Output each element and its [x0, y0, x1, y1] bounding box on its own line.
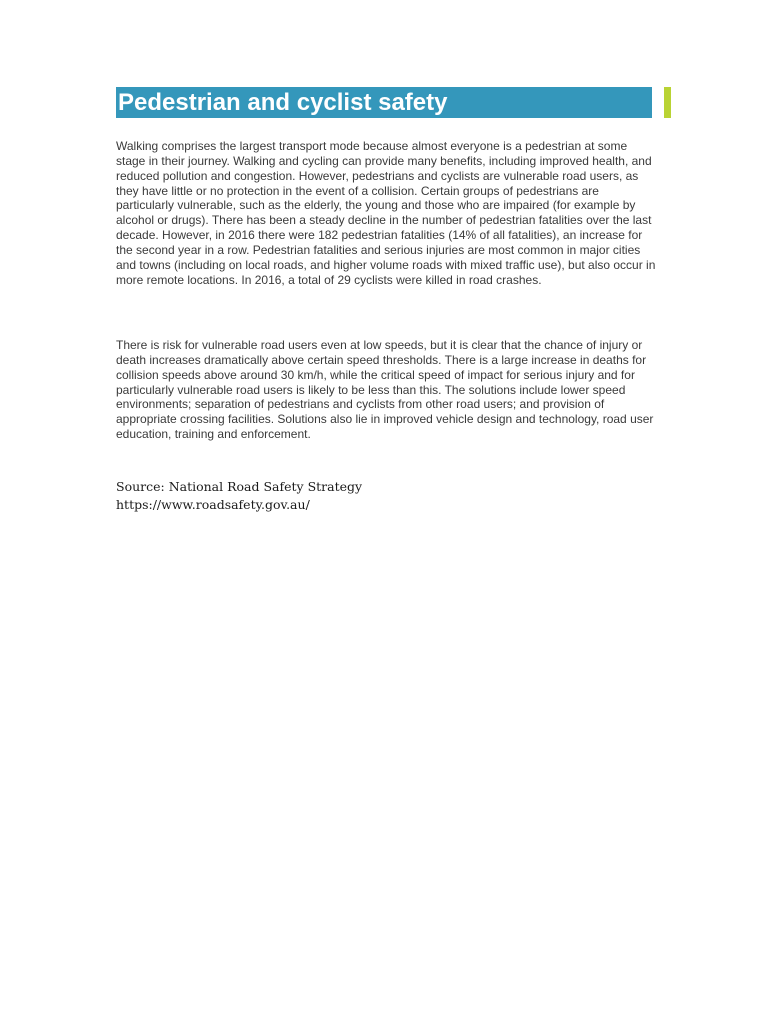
- accent-bar: [664, 87, 671, 118]
- source-citation: [116, 478, 362, 514]
- source-url: https://www.roadsafety.gov.au/: [116, 497, 310, 512]
- paragraph-speed-risk: There is risk for vulnerable road users even at low speeds, but it is clear that the chance of injury or death increases dramatically above certain speed thresholds. There is a large increase in deaths for collision speeds above around 30 km/h, while the critical speed of impact for serious injury and for particularly vulnerable road users is likely to be less than this. The solutions include lower speed environments; separation of pedestrians and cyclists from other road users; and provision of appropriate crossing facilities. Solutions also lie in improved vehicle design and technology, road user education, training and enforcement.: [116, 338, 654, 442]
- source-label: Source: National Road Safety Strategy: [116, 479, 363, 494]
- title-banner: [116, 87, 652, 118]
- page-title: Pedestrian and cyclist safety: [118, 89, 448, 116]
- paragraph-walking-cycling: Walking comprises the largest transport mode because almost everyone is a pedestrian at some stage in their journey. Walking and cycling can provide many benefits, including improved health, and reduced pollution and congestion. However, pedestrians and cyclists are vulnerable road users, as they have little or no protection in the event of a collision. Certain groups of pedestrians are particularly vulnerable, such as the elderly, the young and those who are impaired (for example by alcohol or drugs). There has been a steady decline in the number of pedestrian fatalities over the last decade. However, in 2016 there were 182 pedestrian fatalities (14% of all fatalities), an increase for the second year in a row. Pedestrian fatalities and serious injuries are most common in major cities and towns (including on local roads, and higher volume roads with mixed traffic use), but also occur in more remote locations. In 2016, a total of 29 cyclists were killed in road crashes.: [116, 139, 656, 287]
